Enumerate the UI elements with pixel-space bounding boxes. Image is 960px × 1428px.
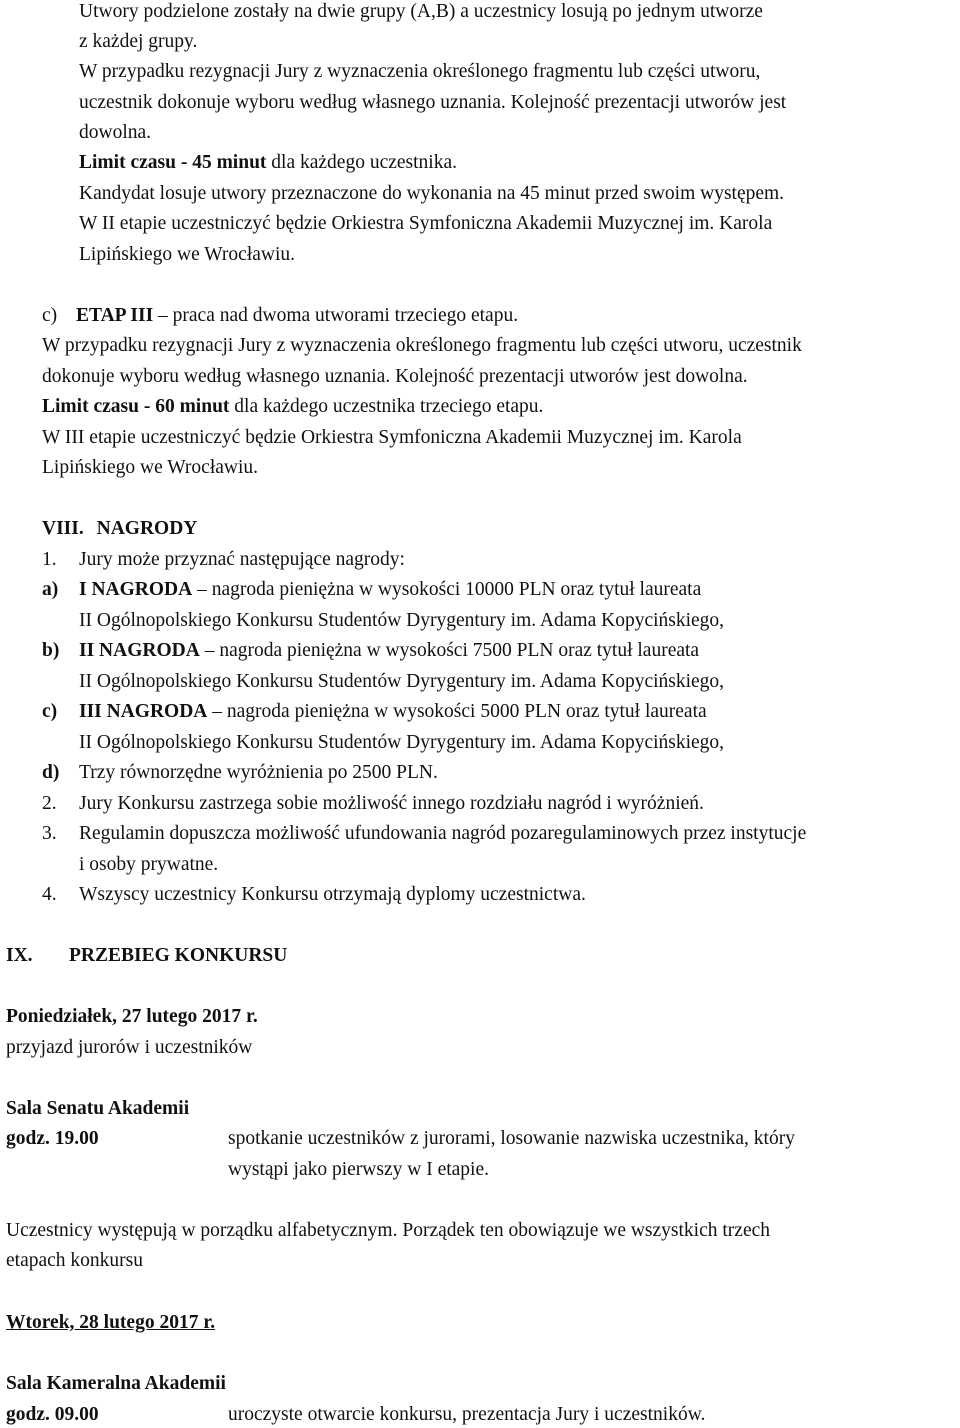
etap3-description: praca nad dwoma utworami trzeciego etapu. [172, 305, 519, 326]
prize-b-marker: b) [42, 640, 60, 661]
prize-b-description: – nagroda pieniężna w wysokości 7500 PLN oraz tytuł laureata [199, 640, 700, 661]
prizes-item-3-line-1: Regulamin dopuszcza możliwość ufundowania nagród pozaregulaminowych przez instytucje [79, 823, 807, 844]
prizes-item-4-text: Wszyscy uczestnicy Konkursu otrzymają dyplomy uczestnictwa. [79, 884, 586, 905]
etap3-text-line-5: Lipińskiego we Wrocławiu. [42, 457, 259, 478]
prize-c-description: – nagroda pieniężna w wysokości 5000 PLN oraz tytuł laureata [207, 701, 707, 722]
prizes-item-1 [42, 548, 57, 572]
etap3-dash: – [153, 305, 173, 326]
schedule-day-1-note: przyjazd jurorów i uczestników [6, 1037, 253, 1058]
schedule-day-1-date: Poniedziałek, 27 lutego 2017 r. [6, 1006, 258, 1027]
prize-a-marker: a) [42, 579, 59, 600]
etap3-heading [42, 304, 518, 328]
prize-d-marker: d) [42, 762, 60, 783]
schedule-time-1: godz. 19.00 [6, 1128, 99, 1149]
etap2-text-line-5: dowolna. [79, 122, 152, 143]
schedule-day-2-date: Wtorek, 28 lutego 2017 r. [6, 1312, 216, 1333]
etap3-text-line-1: W przypadku rezygnacji Jury z wyznaczenia określonego fragmentu lub części utworu, uczestnik [42, 335, 802, 356]
schedule-venue-1: Sala Senatu Akademii [6, 1098, 190, 1119]
etap2-text-line-3: W przypadku rezygnacji Jury z wyznaczenia określonego fragmentu lub części utworu, [79, 61, 761, 82]
etap2-time-limit-rest: dla każdego uczestnika. [266, 152, 458, 173]
prizes-item-1-text: Jury może przyznać następujące nagrody: [79, 549, 405, 570]
prize-c-line-1 [79, 700, 707, 724]
prizes-item-4-number: 4. [42, 884, 57, 905]
prize-b-line-1 [79, 639, 699, 663]
prize-a-line-1 [79, 578, 701, 602]
prize-a-description: – nagroda pieniężna w wysokości 10000 PLN oraz tytuł laureata [192, 579, 702, 600]
etap3-marker: c) [42, 305, 58, 326]
order-note-line-1: Uczestnicy występują w porządku alfabetycznym. Porządek ten obowiązuje we wszystkich trzech [6, 1220, 771, 1241]
etap3-time-limit-bold: Limit czasu - 60 minut [42, 396, 230, 417]
etap2-text-line-8: W II etapie uczestniczyć będzie Orkiestra Symfoniczna Akademii Muzycznej im. Karola [79, 213, 773, 234]
etap3-time-limit [42, 395, 543, 419]
etap3-text-line-2: dokonuje wyboru według własnego uznania. Kolejność prezentacji utworów jest dowolna. [42, 366, 748, 387]
section-viii-number: VIII. [42, 518, 84, 539]
schedule-event-1-line-2: wystąpi jako pierwszy w I etapie. [228, 1159, 490, 1180]
etap2-line-1-text: Utwory podzielone zostały na dwie grupy (A,B) a uczestnicy losują po jednym utworze [79, 1, 763, 22]
etap3-text-line-4: W III etapie uczestniczyć będzie Orkiestra Symfoniczna Akademii Muzycznej im. Karola [42, 427, 742, 448]
section-ix-title: PRZEBIEG KONKURSU [69, 945, 288, 966]
order-note-line-2: etapach konkursu [6, 1250, 143, 1271]
prizes-item-2-number: 2. [42, 793, 57, 814]
prizes-item-2-text: Jury Konkursu zastrzega sobie możliwość innego rozdziału nagród i wyróżnień. [79, 793, 704, 814]
prize-c-title: III NAGRODA [79, 701, 208, 722]
etap2-text-line-4: uczestnik dokonuje wyboru według własnego uznania. Kolejność prezentacji utworów jest [79, 92, 787, 113]
prize-d-text: Trzy równorzędne wyróżnienia po 2500 PLN. [79, 762, 438, 783]
etap2-time-limit [79, 151, 457, 175]
etap3-title: ETAP III [76, 305, 154, 326]
schedule-time-2: godz. 09.00 [6, 1404, 99, 1425]
section-viii-heading [42, 517, 197, 541]
prizes-item-3-line-2: i osoby prywatne. [79, 854, 219, 875]
prize-b-line-2: II Ogólnopolskiego Konkursu Studentów Dyrygentury im. Adama Kopycińskiego, [79, 671, 725, 692]
section-ix-number: IX. [6, 945, 33, 966]
etap2-text-line-1 [79, 0, 956, 24]
etap2-text-line-9: Lipińskiego we Wrocławiu. [79, 244, 296, 265]
schedule-event-2: uroczyste otwarcie konkursu, prezentacja Jury i uczestników. [228, 1404, 706, 1425]
prize-c-marker: c) [42, 701, 58, 722]
prize-a-title: I NAGRODA [79, 579, 193, 600]
etap2-time-limit-bold: Limit czasu - 45 minut [79, 152, 267, 173]
prizes-item-1-number: 1. [42, 549, 57, 570]
prize-a-line-2: II Ogólnopolskiego Konkursu Studentów Dyrygentury im. Adama Kopycińskiego, [79, 610, 725, 631]
schedule-event-1-line-1: spotkanie uczestników z jurorami, losowanie nazwiska uczestnika, który [228, 1128, 795, 1149]
etap2-text-line-2: z każdej grupy. [79, 31, 198, 52]
prizes-item-3-number: 3. [42, 823, 57, 844]
schedule-venue-2: Sala Kameralna Akademii [6, 1373, 226, 1394]
section-viii-title: NAGRODY [96, 518, 198, 539]
etap3-time-limit-rest: dla każdego uczestnika trzeciego etapu. [229, 396, 544, 417]
prize-b-title: II NAGRODA [79, 640, 200, 661]
etap2-text-line-7: Kandydat losuje utwory przeznaczone do wykonania na 45 minut przed swoim występem. [79, 183, 785, 204]
prize-c-line-2: II Ogólnopolskiego Konkursu Studentów Dyrygentury im. Adama Kopycińskiego, [79, 732, 725, 753]
